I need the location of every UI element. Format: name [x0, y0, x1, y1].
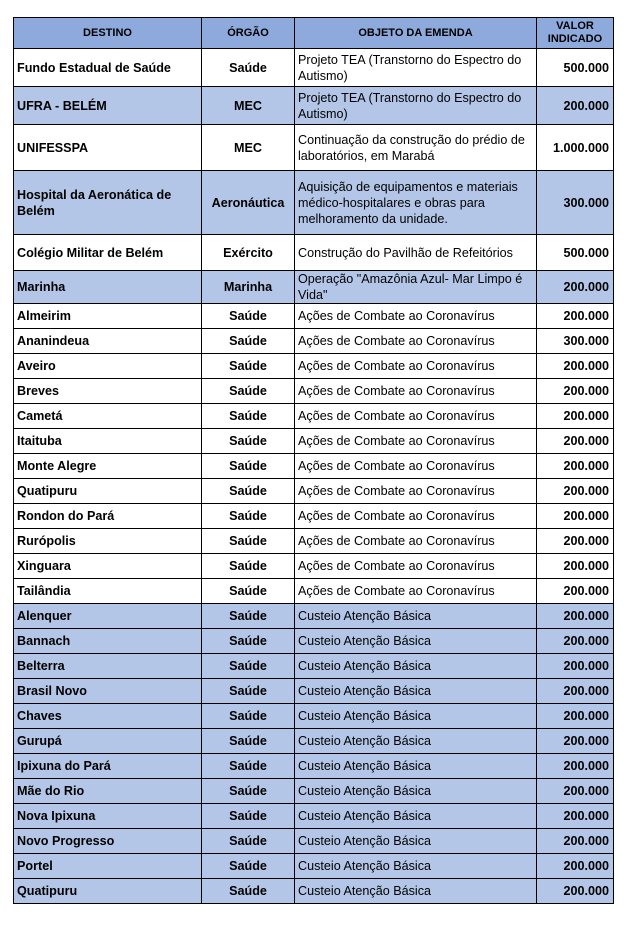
cell-objeto: Custeio Atenção Básica	[295, 629, 537, 654]
cell-valor: 200.000	[537, 304, 614, 329]
header-destino: DESTINO	[14, 18, 202, 49]
table-row	[14, 579, 614, 604]
cell-orgao: MEC	[202, 87, 295, 125]
table-row	[14, 554, 614, 579]
table-row	[14, 404, 614, 429]
table-row	[14, 679, 614, 704]
cell-objeto: Construção do Pavilhão de Refeitórios	[295, 235, 537, 271]
table-row	[14, 271, 614, 304]
cell-orgao: Saúde	[202, 329, 295, 354]
cell-destino: Chaves	[14, 704, 202, 729]
cell-valor: 200.000	[537, 804, 614, 829]
table-row	[14, 504, 614, 529]
cell-valor: 200.000	[537, 504, 614, 529]
table-row	[14, 654, 614, 679]
table-row	[14, 125, 614, 171]
cell-orgao: Saúde	[202, 654, 295, 679]
cell-valor: 200.000	[537, 779, 614, 804]
cell-valor: 200.000	[537, 679, 614, 704]
cell-destino: Alenquer	[14, 604, 202, 629]
cell-objeto: Ações de Combate ao Coronavírus	[295, 404, 537, 429]
cell-objeto: Ações de Combate ao Coronavírus	[295, 504, 537, 529]
cell-destino: Monte Alegre	[14, 454, 202, 479]
header-objeto: OBJETO DA EMENDA	[295, 18, 537, 49]
cell-destino: Bannach	[14, 629, 202, 654]
cell-objeto: Custeio Atenção Básica	[295, 654, 537, 679]
cell-valor: 200.000	[537, 729, 614, 754]
table-row	[14, 704, 614, 729]
cell-valor: 200.000	[537, 854, 614, 879]
cell-destino: Quatipuru	[14, 879, 202, 904]
table-row	[14, 87, 614, 125]
table-row	[14, 354, 614, 379]
cell-destino: Rondon do Pará	[14, 504, 202, 529]
cell-valor: 200.000	[537, 554, 614, 579]
cell-orgao: Saúde	[202, 304, 295, 329]
cell-destino: Xinguara	[14, 554, 202, 579]
cell-objeto: Custeio Atenção Básica	[295, 829, 537, 854]
table-row	[14, 729, 614, 754]
cell-destino: Rurópolis	[14, 529, 202, 554]
cell-objeto: Custeio Atenção Básica	[295, 879, 537, 904]
cell-destino: Portel	[14, 854, 202, 879]
cell-valor: 200.000	[537, 704, 614, 729]
cell-orgao: Saúde	[202, 529, 295, 554]
cell-objeto: Ações de Combate ao Coronavírus	[295, 579, 537, 604]
cell-orgao: Saúde	[202, 879, 295, 904]
cell-destino: UNIFESSPA	[14, 125, 202, 171]
cell-objeto: Custeio Atenção Básica	[295, 704, 537, 729]
cell-destino: UFRA - BELÉM	[14, 87, 202, 125]
table-row	[14, 429, 614, 454]
cell-objeto: Custeio Atenção Básica	[295, 679, 537, 704]
cell-destino: Novo Progresso	[14, 829, 202, 854]
cell-objeto: Ações de Combate ao Coronavírus	[295, 429, 537, 454]
table-row	[14, 629, 614, 654]
cell-valor: 500.000	[537, 235, 614, 271]
cell-destino: Cametá	[14, 404, 202, 429]
cell-valor: 200.000	[537, 87, 614, 125]
cell-objeto: Custeio Atenção Básica	[295, 804, 537, 829]
cell-objeto: Custeio Atenção Básica	[295, 779, 537, 804]
cell-valor: 200.000	[537, 629, 614, 654]
cell-destino: Breves	[14, 379, 202, 404]
cell-valor: 200.000	[537, 654, 614, 679]
cell-valor: 200.000	[537, 879, 614, 904]
table-row	[14, 879, 614, 904]
table-row	[14, 329, 614, 354]
cell-valor: 200.000	[537, 604, 614, 629]
cell-destino: Hospital da Aeronática de Belém	[14, 171, 202, 235]
cell-orgao: Aeronáutica	[202, 171, 295, 235]
cell-objeto: Ações de Combate ao Coronavírus	[295, 479, 537, 504]
cell-orgao: Saúde	[202, 704, 295, 729]
cell-orgao: Saúde	[202, 754, 295, 779]
cell-destino: Colégio Militar de Belém	[14, 235, 202, 271]
cell-valor: 200.000	[537, 529, 614, 554]
header-valor: VALOR INDICADO	[537, 18, 614, 49]
cell-orgao: Marinha	[202, 271, 295, 304]
table-row	[14, 235, 614, 271]
cell-valor: 200.000	[537, 429, 614, 454]
cell-orgao: Saúde	[202, 429, 295, 454]
cell-orgao: Saúde	[202, 779, 295, 804]
table-row	[14, 304, 614, 329]
cell-valor: 200.000	[537, 454, 614, 479]
cell-orgao: Saúde	[202, 579, 295, 604]
table-row	[14, 379, 614, 404]
cell-objeto: Projeto TEA (Transtorno do Espectro do Autismo)	[295, 49, 537, 87]
cell-orgao: Saúde	[202, 604, 295, 629]
cell-destino: Brasil Novo	[14, 679, 202, 704]
table-row	[14, 529, 614, 554]
cell-objeto: Ações de Combate ao Coronavírus	[295, 454, 537, 479]
cell-orgao: Exército	[202, 235, 295, 271]
cell-destino: Itaituba	[14, 429, 202, 454]
cell-objeto: Operação "Amazônia Azul- Mar Limpo é Vida"	[295, 271, 537, 304]
cell-orgao: Saúde	[202, 49, 295, 87]
cell-destino: Mãe do Rio	[14, 779, 202, 804]
table-row	[14, 49, 614, 87]
cell-objeto: Ações de Combate ao Coronavírus	[295, 329, 537, 354]
cell-destino: Belterra	[14, 654, 202, 679]
cell-objeto: Projeto TEA (Transtorno do Espectro do Autismo)	[295, 87, 537, 125]
cell-destino: Tailândia	[14, 579, 202, 604]
header-orgao: ÓRGÃO	[202, 18, 295, 49]
cell-orgao: Saúde	[202, 829, 295, 854]
table-row	[14, 479, 614, 504]
cell-objeto: Ações de Combate ao Coronavírus	[295, 354, 537, 379]
cell-destino: Aveiro	[14, 354, 202, 379]
cell-orgao: Saúde	[202, 554, 295, 579]
cell-orgao: Saúde	[202, 804, 295, 829]
cell-valor: 500.000	[537, 49, 614, 87]
cell-destino: Fundo Estadual de Saúde	[14, 49, 202, 87]
cell-orgao: Saúde	[202, 479, 295, 504]
cell-valor: 200.000	[537, 579, 614, 604]
cell-orgao: Saúde	[202, 379, 295, 404]
cell-valor: 1.000.000	[537, 125, 614, 171]
cell-objeto: Custeio Atenção Básica	[295, 604, 537, 629]
cell-orgao: MEC	[202, 125, 295, 171]
cell-objeto: Custeio Atenção Básica	[295, 754, 537, 779]
cell-orgao: Saúde	[202, 629, 295, 654]
cell-destino: Nova Ipixuna	[14, 804, 202, 829]
cell-valor: 200.000	[537, 829, 614, 854]
cell-objeto: Ações de Combate ao Coronavírus	[295, 304, 537, 329]
cell-destino: Marinha	[14, 271, 202, 304]
cell-valor: 200.000	[537, 754, 614, 779]
cell-valor: 200.000	[537, 354, 614, 379]
cell-orgao: Saúde	[202, 404, 295, 429]
cell-orgao: Saúde	[202, 454, 295, 479]
table-row	[14, 829, 614, 854]
cell-valor: 300.000	[537, 329, 614, 354]
cell-objeto: Ações de Combate ao Coronavírus	[295, 529, 537, 554]
cell-valor: 300.000	[537, 171, 614, 235]
table-row	[14, 454, 614, 479]
table-row	[14, 171, 614, 235]
cell-orgao: Saúde	[202, 729, 295, 754]
cell-valor: 200.000	[537, 479, 614, 504]
cell-objeto: Custeio Atenção Básica	[295, 854, 537, 879]
table-row	[14, 754, 614, 779]
cell-objeto: Custeio Atenção Básica	[295, 729, 537, 754]
cell-orgao: Saúde	[202, 504, 295, 529]
cell-objeto: Aquisição de equipamentos e materiais médico-hospitalares e obras para melhoramento da unidade.	[295, 171, 537, 235]
cell-orgao: Saúde	[202, 854, 295, 879]
cell-destino: Ipixuna do Pará	[14, 754, 202, 779]
table-row	[14, 804, 614, 829]
cell-valor: 200.000	[537, 379, 614, 404]
amendments-table	[13, 17, 614, 904]
cell-valor: 200.000	[537, 404, 614, 429]
cell-destino: Gurupá	[14, 729, 202, 754]
cell-destino: Ananindeua	[14, 329, 202, 354]
cell-destino: Quatipuru	[14, 479, 202, 504]
table-row	[14, 604, 614, 629]
cell-orgao: Saúde	[202, 354, 295, 379]
cell-objeto: Ações de Combate ao Coronavírus	[295, 554, 537, 579]
cell-objeto: Ações de Combate ao Coronavírus	[295, 379, 537, 404]
table-row	[14, 779, 614, 804]
header-row	[14, 18, 614, 49]
cell-destino: Almeirim	[14, 304, 202, 329]
cell-valor: 200.000	[537, 271, 614, 304]
table-body	[14, 49, 614, 904]
cell-objeto: Continuação da construção do prédio de laboratórios, em Marabá	[295, 125, 537, 171]
table-row	[14, 854, 614, 879]
cell-orgao: Saúde	[202, 679, 295, 704]
